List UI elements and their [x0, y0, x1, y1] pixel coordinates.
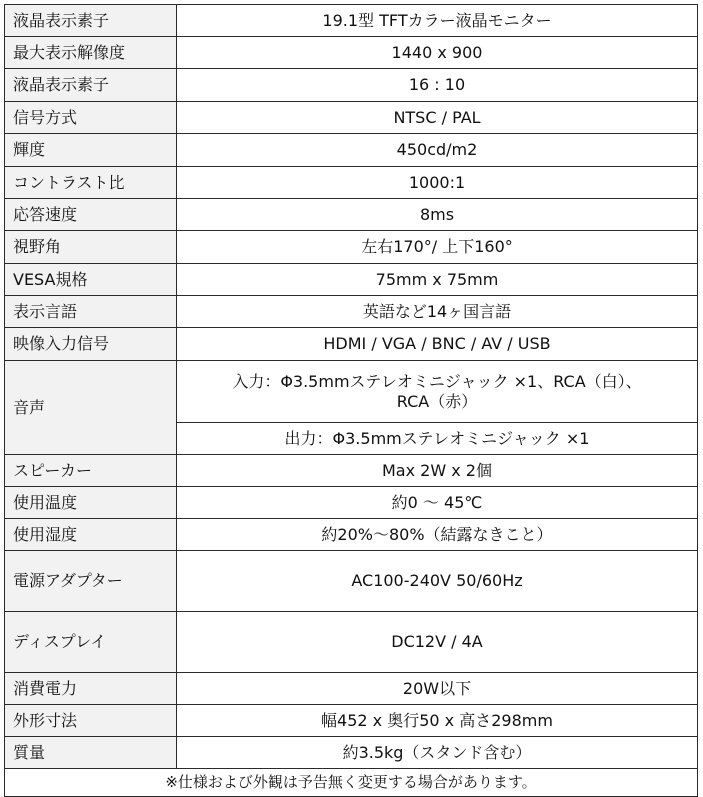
- spec-label: 液晶表示素子: [5, 69, 177, 102]
- spec-label: ディスプレイ: [5, 612, 177, 673]
- spec-row: [5, 69, 698, 102]
- spec-value: 1440 x 900: [177, 37, 698, 69]
- spec-label: 質量: [5, 737, 177, 769]
- spec-value: 幅452 x 奥行50 x 高さ298mm: [177, 705, 698, 737]
- spec-value: 16 : 10: [177, 69, 698, 102]
- audio-label: 音声: [5, 361, 177, 455]
- spec-label: 液晶表示素子: [5, 5, 177, 37]
- spec-label: コントラスト比: [5, 167, 177, 199]
- spec-label: 最大表示解像度: [5, 37, 177, 69]
- spec-label: 使用温度: [5, 487, 177, 519]
- audio-input-line1: 入力：Φ3.5mmステレオミニジャック ×1、RCA（白）、: [232, 371, 642, 391]
- spec-value: AC100-240V 50/60Hz: [177, 551, 698, 612]
- spec-value: 450cd/m2: [177, 134, 698, 167]
- spec-row: [5, 199, 698, 231]
- spec-row: [5, 102, 698, 134]
- audio-input-line2: RCA（赤）: [396, 391, 478, 411]
- spec-value: 8ms: [177, 199, 698, 231]
- spec-value: 左右170°/ 上下160°: [177, 231, 698, 264]
- spec-value: 約0 ～ 45℃: [177, 487, 698, 519]
- spec-value: DC12V / 4A: [177, 612, 698, 673]
- spec-label: 映像入力信号: [5, 328, 177, 361]
- spec-value: 1000:1: [177, 167, 698, 199]
- spec-row: [5, 673, 698, 705]
- spec-label: 使用湿度: [5, 519, 177, 551]
- spec-value: 19.1型 TFTカラー液晶モニター: [177, 5, 698, 37]
- audio-row: [5, 361, 698, 423]
- spec-row: [5, 264, 698, 296]
- spec-value: 20W以下: [177, 673, 698, 705]
- spec-row: [5, 612, 698, 673]
- spec-row: [5, 134, 698, 167]
- spec-row: [5, 37, 698, 69]
- spec-label: 視野角: [5, 231, 177, 264]
- spec-label: 信号方式: [5, 102, 177, 134]
- spec-row: [5, 455, 698, 487]
- spec-row: [5, 519, 698, 551]
- spec-row: [5, 737, 698, 769]
- spec-value: 75mm x 75mm: [177, 264, 698, 296]
- audio-input-cell: [177, 361, 698, 423]
- spec-row: [5, 487, 698, 519]
- spec-label: 外形寸法: [5, 705, 177, 737]
- spec-value: HDMI / VGA / BNC / AV / USB: [177, 328, 698, 361]
- spec-value: 約20%～80%（結露なきこと）: [177, 519, 698, 551]
- footnote-row: [5, 769, 698, 797]
- spec-label: 表示言語: [5, 296, 177, 328]
- spec-label: スピーカー: [5, 455, 177, 487]
- spec-row: [5, 705, 698, 737]
- spec-label: 輝度: [5, 134, 177, 167]
- spec-table-body: [5, 5, 698, 797]
- footnote: ※仕様および外観は予告無く変更する場合があります。: [5, 769, 698, 797]
- spec-row: [5, 551, 698, 612]
- spec-value: NTSC / PAL: [177, 102, 698, 134]
- spec-row: [5, 328, 698, 361]
- spec-label: 応答速度: [5, 199, 177, 231]
- spec-value: Max 2W x 2個: [177, 455, 698, 487]
- spec-table: [4, 4, 698, 797]
- spec-row: [5, 296, 698, 328]
- spec-label: 消費電力: [5, 673, 177, 705]
- audio-output: 出力：Φ3.5mmステレオミニジャック ×1: [177, 423, 698, 455]
- spec-value: 約3.5kg（スタンド含む）: [177, 737, 698, 769]
- spec-row: [5, 231, 698, 264]
- spec-label: 電源アダプター: [5, 551, 177, 612]
- spec-row: [5, 5, 698, 37]
- spec-value: 英語など14ヶ国言語: [177, 296, 698, 328]
- spec-row: [5, 167, 698, 199]
- spec-label: VESA規格: [5, 264, 177, 296]
